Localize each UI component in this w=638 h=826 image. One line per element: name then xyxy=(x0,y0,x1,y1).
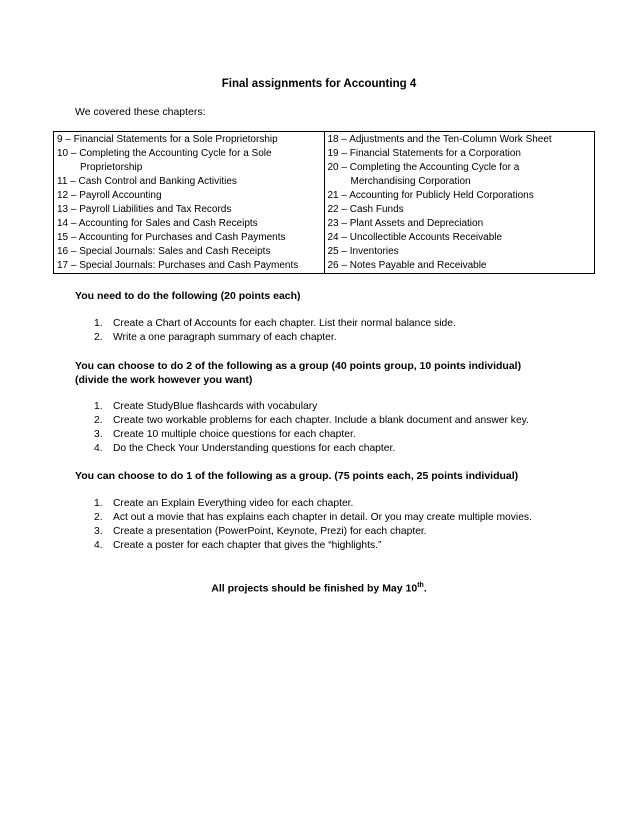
chapters-right-column xyxy=(324,132,595,274)
section1-heading: You need to do the following (20 points each) xyxy=(75,290,301,302)
chapter-item: 13 – Payroll Liabilities and Tax Records xyxy=(57,204,232,215)
chapter-item: 19 – Financial Statements for a Corporation xyxy=(327,148,521,159)
section2-list xyxy=(94,400,529,456)
list-item xyxy=(94,525,532,539)
list-item-number: 4. xyxy=(94,540,103,551)
list-item-number: 2. xyxy=(94,512,103,523)
list-item-number: 3. xyxy=(94,526,103,537)
chapter-item: 16 – Special Journals: Sales and Cash Receipts xyxy=(57,246,271,257)
chapter-item: 9 – Financial Statements for a Sole Proprietorship xyxy=(57,134,278,145)
list-item-text: Create two workable problems for each chapter. Include a blank document and answer key. xyxy=(113,415,529,426)
list-item-number: 2. xyxy=(94,332,103,343)
list-item-number: 2. xyxy=(94,415,103,426)
intro-text: We covered these chapters: xyxy=(75,106,206,118)
list-item xyxy=(94,442,529,456)
section3-heading: You can choose to do 1 of the following as a group. (75 points each, 25 points individual) xyxy=(75,470,519,482)
section2-heading-line1: You can choose to do 2 of the following as a group (40 points group, 10 points individual) xyxy=(75,360,522,372)
deadline-superscript: th xyxy=(417,582,424,589)
list-item xyxy=(94,497,532,511)
chapter-item: 20 – Completing the Accounting Cycle for a xyxy=(327,162,520,173)
section1-list xyxy=(94,317,456,345)
list-item xyxy=(94,331,456,345)
section3-list xyxy=(94,497,532,553)
chapter-item: 11 – Cash Control and Banking Activities xyxy=(57,176,237,187)
chapters-table xyxy=(53,131,595,274)
list-item-text: Create 10 multiple choice questions for each chapter. xyxy=(113,429,356,440)
list-item-number: 1. xyxy=(94,401,103,412)
chapter-item: 10 – Completing the Accounting Cycle for a Sole xyxy=(57,148,272,159)
list-item xyxy=(94,400,529,414)
list-item-number: 1. xyxy=(94,318,103,329)
chapter-item: 21 – Accounting for Publicly Held Corporations xyxy=(327,190,534,201)
list-item xyxy=(94,428,529,442)
chapter-item: 25 – Inventories xyxy=(327,246,399,257)
chapter-item: Proprietorship xyxy=(80,162,143,173)
list-item-number: 4. xyxy=(94,443,103,454)
page-title: Final assignments for Accounting 4 xyxy=(221,78,417,90)
list-item xyxy=(94,539,532,553)
list-item-number: 1. xyxy=(94,498,103,509)
chapter-item: 14 – Accounting for Sales and Cash Receipts xyxy=(57,218,258,229)
chapter-item: 15 – Accounting for Purchases and Cash Payments xyxy=(57,232,286,243)
chapters-left-column xyxy=(54,132,325,274)
list-item xyxy=(94,414,529,428)
list-item xyxy=(94,511,532,525)
chapter-item: 24 – Uncollectible Accounts Receivable xyxy=(327,232,503,243)
chapter-item: 12 – Payroll Accounting xyxy=(57,190,162,201)
chapter-item: 26 – Notes Payable and Receivable xyxy=(327,260,487,271)
chapter-item: Merchandising Corporation xyxy=(350,176,471,187)
list-item-text: Create a Chart of Accounts for each chapter. List their normal balance side. xyxy=(113,318,456,329)
chapter-item: 23 – Plant Assets and Depreciation xyxy=(327,218,484,229)
list-item-number: 3. xyxy=(94,429,103,440)
list-item xyxy=(94,317,456,331)
deadline-note xyxy=(0,582,638,595)
list-item-text: Act out a movie that has explains each chapter in detail. Or you may create multiple movies. xyxy=(113,512,532,523)
chapter-item: 22 – Cash Funds xyxy=(327,204,404,215)
list-item-text: Create StudyBlue flashcards with vocabulary xyxy=(113,401,318,412)
list-item-text: Create an Explain Everything video for each chapter. xyxy=(113,498,354,509)
list-item-text: Write a one paragraph summary of each chapter. xyxy=(113,332,337,343)
deadline-text: All projects should be finished by May 10 xyxy=(211,582,418,595)
chapter-item: 17 – Special Journals: Purchases and Cash Payments xyxy=(57,260,299,271)
deadline-suffix: . xyxy=(423,582,427,595)
section2-heading-line2: (divide the work however you want) xyxy=(75,374,253,386)
chapter-item: 18 – Adjustments and the Ten-Column Work Sheet xyxy=(327,134,552,145)
list-item-text: Create a presentation (PowerPoint, Keynote, Prezi) for each chapter. xyxy=(113,526,427,537)
list-item-text: Do the Check Your Understanding questions for each chapter. xyxy=(113,443,396,454)
list-item-text: Create a poster for each chapter that gives the “highlights.” xyxy=(113,540,382,551)
